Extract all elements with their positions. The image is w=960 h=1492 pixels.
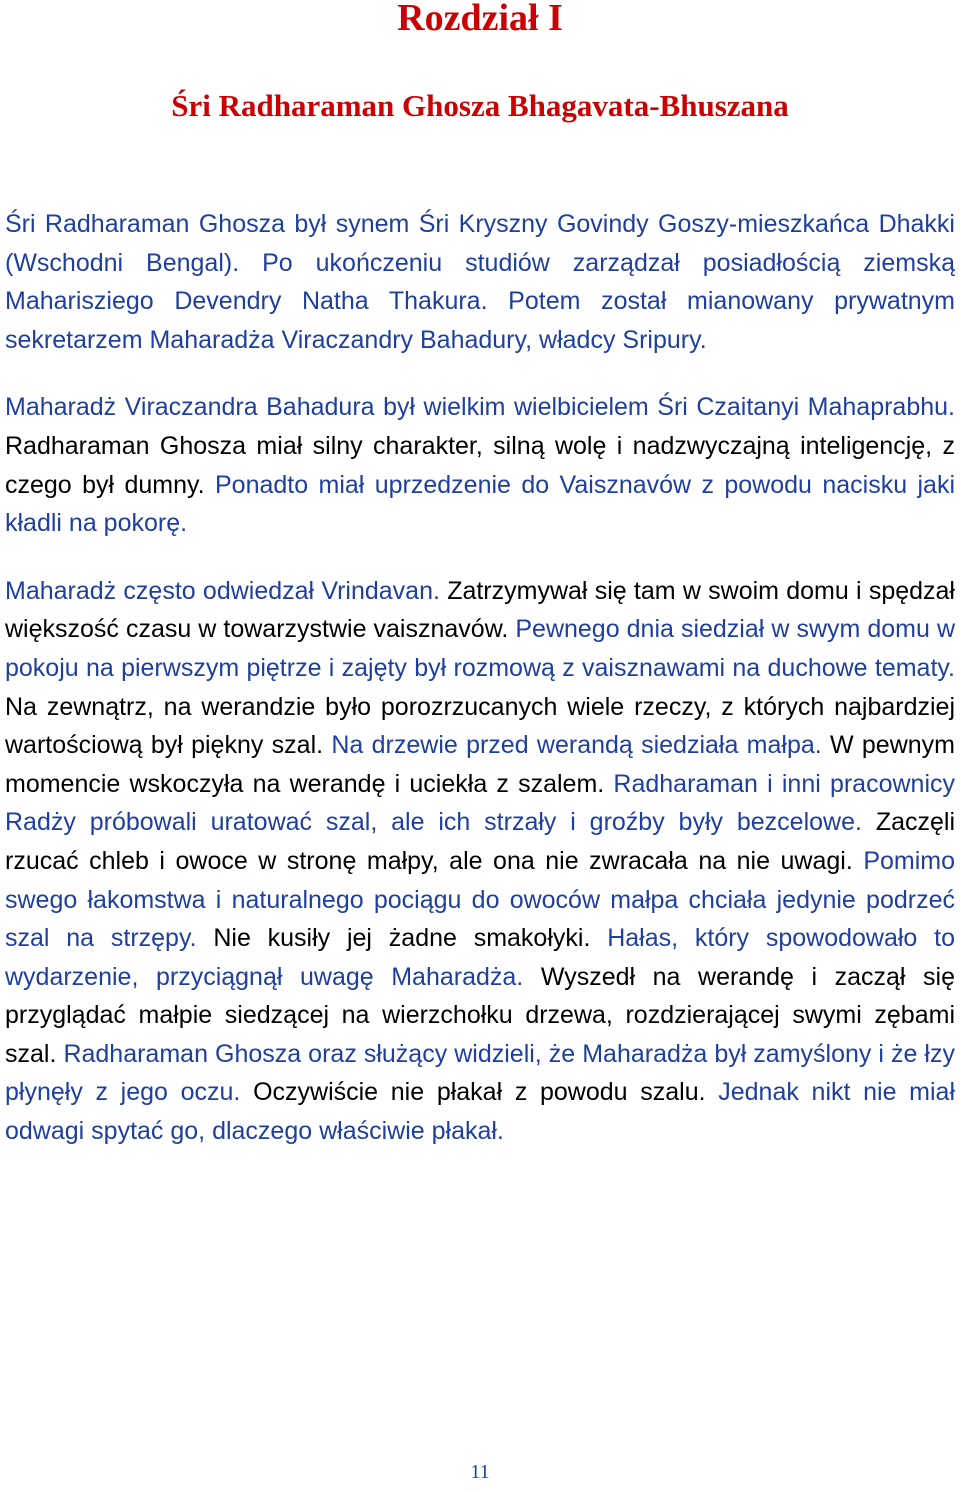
text-span: Zaczęli rzucać chleb i owoce w stronę małpy, ale ona nie zwracała na nie uwagi. xyxy=(5,808,955,875)
text-span: Pomimo swego łakomstwa i naturalnego pociągu do owoców małpa chciała jedynie podrzeć szal na strzępy. xyxy=(5,846,955,953)
text-span: Maharadż Viraczandra Bahadura był wielkim wielbicielem Śri Czaitanyi Mahaprabhu. xyxy=(5,393,955,422)
chapter-title: Rozdział I xyxy=(397,0,563,39)
text-span: Radharaman Ghosza oraz służący widzieli, że Maharadża był zamyślony i że łzy płynęły z jego oczu. xyxy=(5,1039,955,1107)
text-span: Radharaman i inni pracownicy Radży próbowali uratować szal, ale ich strzały i groźby były bezcelowe. xyxy=(5,769,956,837)
section-title: Śri Radharaman Ghosza Bhagavata-Bhuszana xyxy=(171,88,789,123)
text-span: Na drzewie przed werandą siedziała małpa. xyxy=(331,731,831,760)
text-span: Ponadto miał uprzedzenie do Vaisznavów z powodu nacisku jaki kładli na pokorę. xyxy=(5,470,956,538)
text-span: Maharadż często odwiedzał Vrindavan. xyxy=(5,576,448,605)
text-span: Hałas, który spowodowało to wydarzenie, przyciągnął uwagę Maharadża. xyxy=(5,924,955,991)
paragraph-2 xyxy=(5,388,955,542)
text-span: Śri Radharaman Ghosza był synem Śri Kryszny Govindy Goszy-mieszkańca Dhakki (Wschodni Bengal). Po ukończeniu studiów zarządzał posiadłością ziemską Maharisziego Devendry Natha Thakura. Potem został mianowany prywatnym sekretarzem Maharadża Viraczandry Bahadury, władcy Sripury. xyxy=(5,210,955,354)
text-span: Radharaman Ghosza miał silny charakter, silną wolę i nadzwyczajną inteligencję, z czego był dumny. xyxy=(5,431,955,499)
text-span: W pewnym momencie wskoczyła na werandę i uciekła z szalem. xyxy=(5,731,955,798)
text-span: Pewnego dnia siedział w swym domu w pokoju na pierwszym piętrze i zajęty był rozmową z vaisznawami na duchowe tematy. xyxy=(5,615,956,682)
page-number: 11 xyxy=(470,1461,490,1483)
text-span: Jednak nikt nie miał odwagi spytać go, dlaczego właściwie płakał. xyxy=(5,1078,956,1146)
text-span: Oczywiście nie płakał z powodu szalu. xyxy=(253,1078,719,1107)
text-span: Wyszedł na werandę i zaczął się przyglądać małpie siedzącej na wierzchołku drzewa, rozdzierającej swymi zębami szal. xyxy=(5,962,955,1068)
paragraph-3 xyxy=(5,572,955,1151)
text-span: Na zewnątrz, na werandzie było porozrzucanych wiele rzeczy, z których najbardziej wartościową był piękny szal. xyxy=(5,692,955,760)
body-text xyxy=(5,205,955,1180)
paragraph-1 xyxy=(5,205,955,359)
text-span: Zatrzymywał się tam w swoim domu i spędzał większość czasu w towarzystwie vaisznavów. xyxy=(5,576,955,644)
text-span: Nie kusiły jej żadne smakołyki. xyxy=(213,924,608,953)
